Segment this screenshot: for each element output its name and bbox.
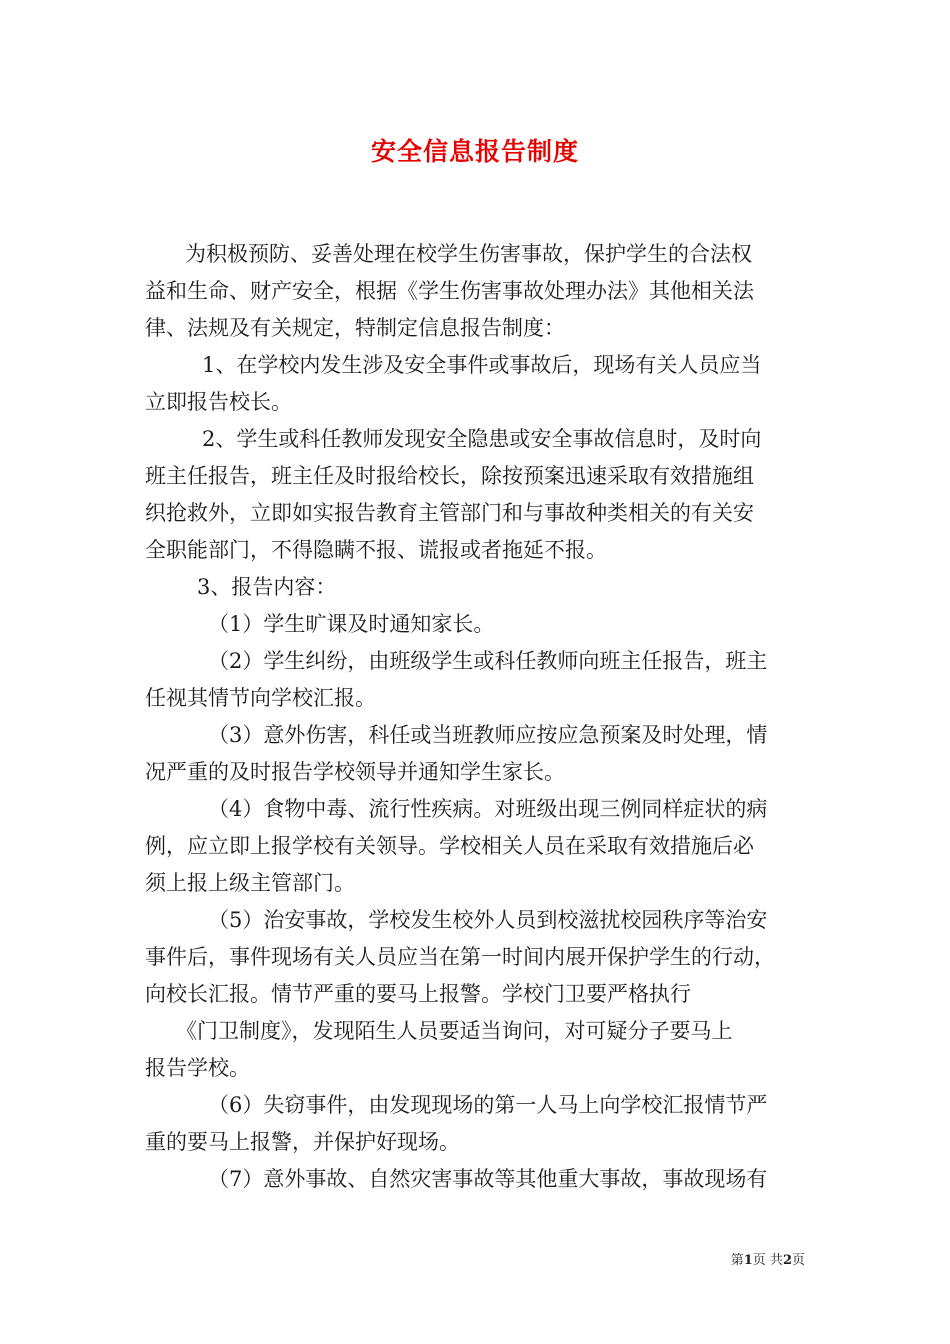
body-line: （3）意外伤害，科任或当班教师应按应急预案及时处理，情 (208, 723, 768, 747)
body-line: 律、法规及有关规定，特制定信息报告制度： (145, 316, 565, 340)
footer-middle: 页 共 (752, 1253, 783, 1268)
body-line: 立即报告校长。 (145, 390, 292, 414)
footer-suffix: 页 (791, 1253, 805, 1268)
body-line: 1、在学校内发生涉及安全事件或事故后，现场有关人员应当 (202, 353, 762, 377)
body-line: 为积极预防、妥善处理在校学生伤害事故，保护学生的合法权 (185, 242, 752, 266)
body-line: （5）治安事故，学校发生校外人员到校滋扰校园秩序等治安 (208, 908, 768, 932)
document-body (145, 236, 810, 1198)
body-line: （1）学生旷课及时通知家长。 (208, 612, 495, 636)
body-line: 3、报告内容： (197, 575, 337, 599)
document-title: 安全信息报告制度 (370, 137, 579, 166)
body-line: （4）食物中毒、流行性疾病。对班级出现三例同样症状的病 (208, 797, 768, 821)
body-line: 益和生命、财产安全，根据《学生伤害事故处理办法》其他相关法 (145, 279, 754, 303)
body-line: 2、学生或科任教师发现安全隐患或安全事故信息时，及时向 (202, 427, 762, 451)
body-line: 须上报上级主管部门。 (145, 871, 355, 895)
body-line: 任视其情节向学校汇报。 (145, 686, 376, 710)
footer-page-number: 1 (743, 1253, 753, 1268)
footer-prefix: 第 (730, 1253, 744, 1268)
body-line: 重的要马上报警，并保护好现场。 (145, 1130, 460, 1154)
body-line: 织抢救外，立即如实报告教育主管部门和与事故种类相关的有关安 (145, 501, 754, 525)
body-line: 报告学校。 (145, 1056, 250, 1080)
footer-page-total: 2 (782, 1253, 792, 1268)
body-line: （6）失窃事件，由发现现场的第一人马上向学校汇报情节严 (208, 1093, 768, 1117)
body-line: （2）学生纠纷，由班级学生或科任教师向班主任报告，班主 (208, 649, 768, 673)
body-line: 全职能部门，不得隐瞒不报、谎报或者拖延不报。 (145, 538, 607, 562)
body-line: （7）意外事故、自然灾害事故等其他重大事故，事故现场有 (208, 1167, 768, 1191)
body-line: 例，应立即上报学校有关领导。学校相关人员在采取有效措施后必 (145, 834, 754, 858)
body-line: 《门卫制度》，发现陌生人员要适当询问，对可疑分子要马上 (176, 1019, 733, 1043)
body-line: 班主任报告，班主任及时报给校长，除按预案迅速采取有效措施组 (145, 464, 754, 488)
page-footer (731, 1249, 805, 1268)
body-line: 向校长汇报。情节严重的要马上报警。学校门卫要严格执行 (145, 982, 691, 1006)
body-line: 事件后，事件现场有关人员应当在第一时间内展开保护学生的行动， (145, 945, 775, 969)
body-line: 况严重的及时报告学校领导并通知学生家长。 (145, 760, 565, 784)
